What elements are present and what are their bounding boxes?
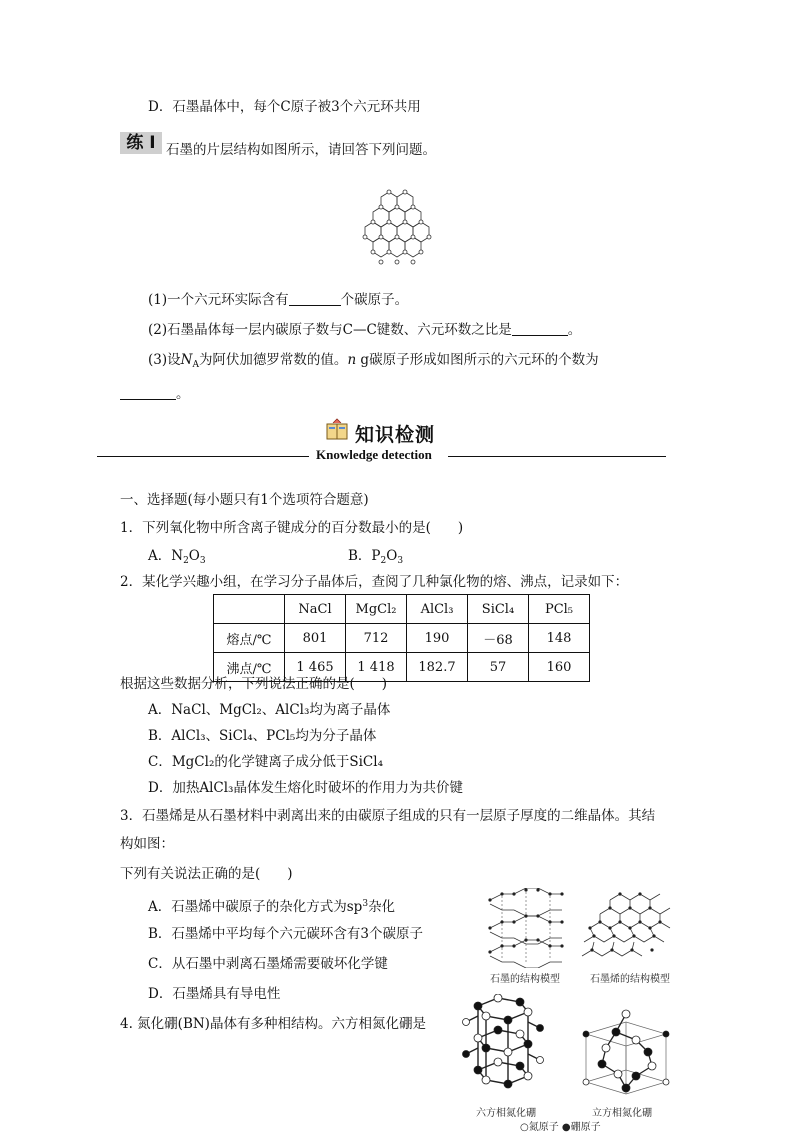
cubic-bn-caption: 立方相氮化硼 [592,1108,652,1119]
table-cell: 182.7 [407,653,468,682]
header-rule-right [448,456,666,457]
answer-blank-3[interactable] [120,386,176,400]
table-header-cell: MgCl₂ [346,595,407,624]
practice-q1-tail: 个碳原子。 [340,292,409,308]
table-header-row [214,595,590,624]
practice-q2-text: (2)石墨晶体每一层内碳原子数与C—C键数、六元环数之比是 [148,322,512,338]
q1-stem: 1．下列氧化物中所含离子键成分的百分数最小的是( ) [120,520,464,536]
table-cell: 801 [285,624,346,653]
table-cell: 1 465 [285,653,346,682]
q3-option-c: C．从石墨中剥离石墨烯需要破坏化学键 [148,956,388,972]
q1-option-a [148,546,206,571]
practice-q3-text-b: 为阿伏加德罗常数的值。 [198,352,348,368]
q3-stem-line1: 3．石墨烯是从石墨材料中剥离出来的由碳原子组成的只有一层原子厚度的二维晶体。其结 [120,808,656,824]
table-header-cell: NaCl [285,595,346,624]
chloride-melting-boiling-table [213,594,590,682]
mass-variable: n [347,352,357,368]
part1-heading: 一、选择题(每小题只有1个选项符合题意) [120,492,369,508]
q1-option-b-mid: O [386,548,398,564]
q1-option-a-mid: O [188,548,200,564]
q3-option-a-tail: 杂化 [368,899,396,915]
table-cell: 沸点/℃ [214,653,285,682]
practice-q3-answer-line [120,384,190,404]
table-header-cell: SiCl₄ [468,595,529,624]
table-cell: 148 [529,624,590,653]
q1-option-a-sub2: 3 [199,556,206,566]
practice-q1-text: (1)一个六元环实际含有 [148,292,289,308]
q2-stem: 2．某化学兴趣小组，在学习分子晶体后，查阅了几种氯化物的熔、沸点，记录如下： [120,574,629,590]
practice-q2 [148,320,581,340]
graphene-caption: 石墨烯的结构模型 [590,974,670,985]
graphene-structure-figure [580,888,680,970]
bn-legend: ○氮原子 ●硼原子 [520,1122,601,1133]
avogadro-symbol: N [180,352,193,368]
table-cell: 190 [407,624,468,653]
option-d-graphite: D．石墨晶体中，每个C原子被3个六元环共用 [148,99,421,115]
q1-option-b [348,546,403,571]
table-row [214,624,590,653]
q1-option-b-sub2: 3 [397,556,404,566]
q1-option-a-sub1: 2 [183,556,189,566]
practice-q2-tail: 。 [567,322,582,338]
hexagonal-bn-caption: 六方相氮化硼 [476,1108,536,1119]
q3-ask: 下列有关说法正确的是( ) [120,866,293,882]
practice-q1 [148,290,408,310]
q2-option-c: C．MgCl₂的化学键离子成分低于SiCl₄ [148,754,383,770]
table-cell: 熔点/℃ [214,624,285,653]
table-header-cell [214,595,285,624]
table-cell: 57 [468,653,529,682]
book-icon [325,418,349,442]
table-cell: 160 [529,653,590,682]
q1-option-b-text: B．P [348,548,381,564]
q3-option-a [148,894,395,917]
practice-badge: 练 I [120,132,162,154]
q2-option-a: A．NaCl、MgCl₂、AlCl₃均为离子晶体 [148,702,391,718]
practice-q3-end: 。 [176,386,190,402]
q1-option-b-sub1: 2 [380,556,387,566]
q3-option-a-text: A．石墨烯中碳原子的杂化方式为sp [148,899,363,915]
table-cell: 712 [346,624,407,653]
cubic-bn-figure [578,1004,674,1102]
practice-q3 [148,350,599,375]
q4-stem: 4. 氮化硼(BN)晶体有多种相结构。六方相氮化硼是 [120,1016,426,1032]
section-title: 知识检测 [355,424,436,446]
answer-blank-2[interactable] [512,322,568,336]
practice-intro: 石墨的片层结构如图所示，请回答下列问题。 [166,142,436,158]
hexagonal-bn-figure [458,994,558,1102]
graphite-caption: 石墨的结构模型 [490,974,560,985]
table-cell: 1 418 [346,653,407,682]
table-cell: －68 [468,624,529,653]
q3-option-a-sup: 3 [362,899,369,909]
header-rule-left [97,456,309,457]
q1-option-a-text: A．N [148,548,184,564]
q3-stem-line2: 构如图： [120,836,174,852]
practice-q3-text-a: (3)设 [148,352,181,368]
practice-q3-text-c: g碳原子形成如图所示的六元环的个数为 [356,352,599,368]
q3-option-d: D．石墨烯具有导电性 [148,986,281,1002]
q2-option-b: B．AlCl₃、SiCl₄、PCl₅均为分子晶体 [148,728,377,744]
section-subtitle: Knowledge detection [316,447,432,462]
table-header-cell: AlCl₃ [407,595,468,624]
q3-option-b: B．石墨烯中平均每个六元碳环含有3个碳原子 [148,926,424,942]
table-header-cell: PCl₅ [529,595,590,624]
graphite-structure-figure [484,888,568,968]
answer-blank-1[interactable] [289,292,341,306]
graphite-layer-figure [345,180,455,272]
avogadro-subscript: A [192,360,199,370]
q2-option-d: D．加热AlCl₃晶体发生熔化时破坏的作用力为共价键 [148,780,463,796]
q2-after-table: 根据这些数据分析，下列说法正确的是( ) [120,676,388,692]
